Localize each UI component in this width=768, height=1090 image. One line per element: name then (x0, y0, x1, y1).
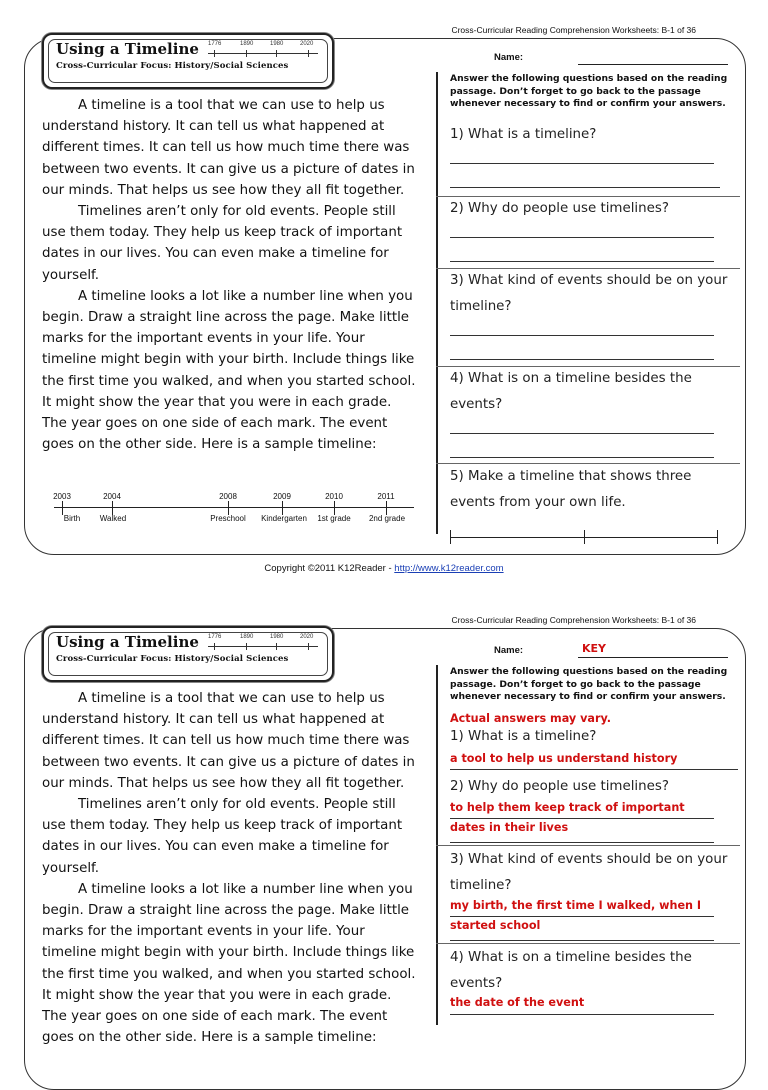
timeline-year: 2004 (103, 492, 121, 501)
answer-line[interactable] (450, 260, 714, 262)
answer-line[interactable] (450, 817, 714, 819)
answer-2-line-1: to help them keep track of important (450, 801, 685, 814)
page-header: Cross-Curricular Reading Comprehension Worksheets: B-1 of 36 (451, 25, 696, 35)
answer-line[interactable] (450, 186, 720, 188)
answer-line[interactable] (450, 358, 714, 360)
answer-1: a tool to help us understand history (450, 752, 678, 765)
worksheet-subtitle: Cross-Curricular Focus: History/Social Sciences (56, 654, 289, 664)
timeline-year: 2008 (219, 492, 237, 501)
name-field[interactable] (494, 642, 607, 656)
answer-line[interactable] (450, 456, 714, 458)
passage-paragraph: Timelines aren’t only for old events. People still use them today. They help us keep track of important dates in our lives. You can even make a timeline for yourself. (42, 204, 403, 283)
question-5: 5) Make a timeline that shows three events from your own life. (450, 469, 692, 510)
question-3: 3) What kind of events should be on your timeline? (450, 852, 728, 893)
timeline-event: Walked (99, 514, 127, 523)
page-header: Cross-Curricular Reading Comprehension Worksheets: B-1 of 36 (451, 615, 696, 625)
timeline-event: 2nd grade (368, 514, 406, 523)
name-label: Name: (494, 645, 524, 656)
column-divider (436, 72, 438, 534)
question-2: 2) Why do people use timelines? (450, 201, 669, 216)
answer-line[interactable] (450, 334, 714, 336)
answer-line[interactable] (450, 915, 714, 917)
answers-note: Actual answers may vary. (450, 712, 611, 725)
question-4: 4) What is on a timeline besides the events? (450, 950, 692, 991)
answer-4: the date of the event (450, 996, 585, 1009)
answer-3-line-1: my birth, the first time I walked, when I (450, 899, 702, 912)
timeline-event: Birth (63, 514, 81, 523)
blank-timeline[interactable] (450, 530, 718, 544)
copyright: Copyright ©2011 K12Reader - http://www.k12reader.com (264, 563, 504, 574)
answer-line[interactable] (450, 768, 738, 770)
worksheet-page-key (0, 593, 768, 1046)
answer-3-line-2: started school (450, 919, 541, 932)
question-4: 4) What is on a timeline besides the events? (450, 371, 692, 412)
answer-line[interactable] (450, 162, 714, 164)
answer-line[interactable] (450, 939, 714, 941)
worksheet-title: Using a Timeline (56, 633, 199, 651)
worksheet-subtitle: Cross-Curricular Focus: History/Social Sciences (56, 61, 289, 71)
timeline-year: 2009 (273, 492, 291, 501)
question-3: 3) What kind of events should be on your timeline? (450, 273, 728, 314)
copyright-link[interactable]: http://www.k12reader.com (394, 563, 504, 574)
sample-timeline (54, 492, 414, 528)
passage-paragraph: Timelines aren’t only for old events. People still use them today. They help us keep track of important dates in our lives. You can even make a timeline for yourself. (42, 797, 403, 876)
mini-timeline-icon: 1776 1890 1980 2020 (208, 634, 318, 654)
mini-timeline-icon: 1776 1890 1980 2020 (208, 41, 318, 61)
timeline-event: Kindergarten (261, 514, 307, 523)
instructions: Answer the following questions based on the reading passage. Don’t forget to go back to the passage whenever necessary to find or confirm your answers. (450, 666, 728, 703)
question-1: 1) What is a timeline? (450, 729, 597, 744)
reading-passage (42, 95, 416, 455)
key-label: KEY (582, 642, 607, 655)
answer-line[interactable] (450, 841, 714, 843)
instructions: Answer the following questions based on the reading passage. Don’t forget to go back to the passage whenever necessary to find or confirm your answers. (450, 73, 728, 110)
timeline-event: Preschool (210, 514, 246, 523)
answer-2-line-2: dates in their lives (450, 821, 569, 834)
name-field[interactable] (494, 52, 523, 63)
passage-paragraph: A timeline looks a lot like a number line when you begin. Draw a straight line across the page. Make little marks for the important events in your life. Your timeline might begin with your birth. Include things like the first time you walked, and when you started school. It might show the year that you were in each grade. The year goes on one side of each mark. The event goes on the other side. Here is a sample timeline: (42, 288, 416, 453)
question-1: 1) What is a timeline? (450, 127, 597, 142)
passage-paragraph: A timeline is a tool that we can use to help us understand history. It can tell us what happened at different times. It can tell us how much time there was between two events. It can give us a picture of dates in our minds. That helps us see how they all fit together. (42, 691, 415, 791)
answer-line[interactable] (450, 432, 714, 434)
timeline-year: 2003 (53, 492, 71, 501)
reading-passage (42, 688, 416, 1048)
answer-line[interactable] (450, 236, 714, 238)
worksheet-title: Using a Timeline (56, 40, 199, 58)
timeline-event: 1st grade (317, 514, 351, 523)
passage-paragraph: A timeline looks a lot like a number line when you begin. Draw a straight line across the page. Make little marks for the important events in your life. Your timeline might begin with your birth. Include things like the first time you walked, and when you started school. It might show the year that you were in each grade. The year goes on one side of each mark. The event goes on the other side. Here is a sample timeline: (42, 881, 416, 1046)
name-label: Name: (494, 52, 524, 63)
title-box (42, 626, 334, 682)
title-box (42, 33, 334, 89)
passage-paragraph: A timeline is a tool that we can use to help us understand history. It can tell us what happened at different times. It can tell us how much time there was between two events. It can give us a picture of dates in our minds. That helps us see how they all fit together. (42, 98, 415, 198)
timeline-year: 2010 (325, 492, 343, 501)
timeline-year: 2011 (377, 492, 395, 501)
question-2: 2) Why do people use timelines? (450, 779, 669, 794)
answer-line[interactable] (450, 1013, 714, 1015)
